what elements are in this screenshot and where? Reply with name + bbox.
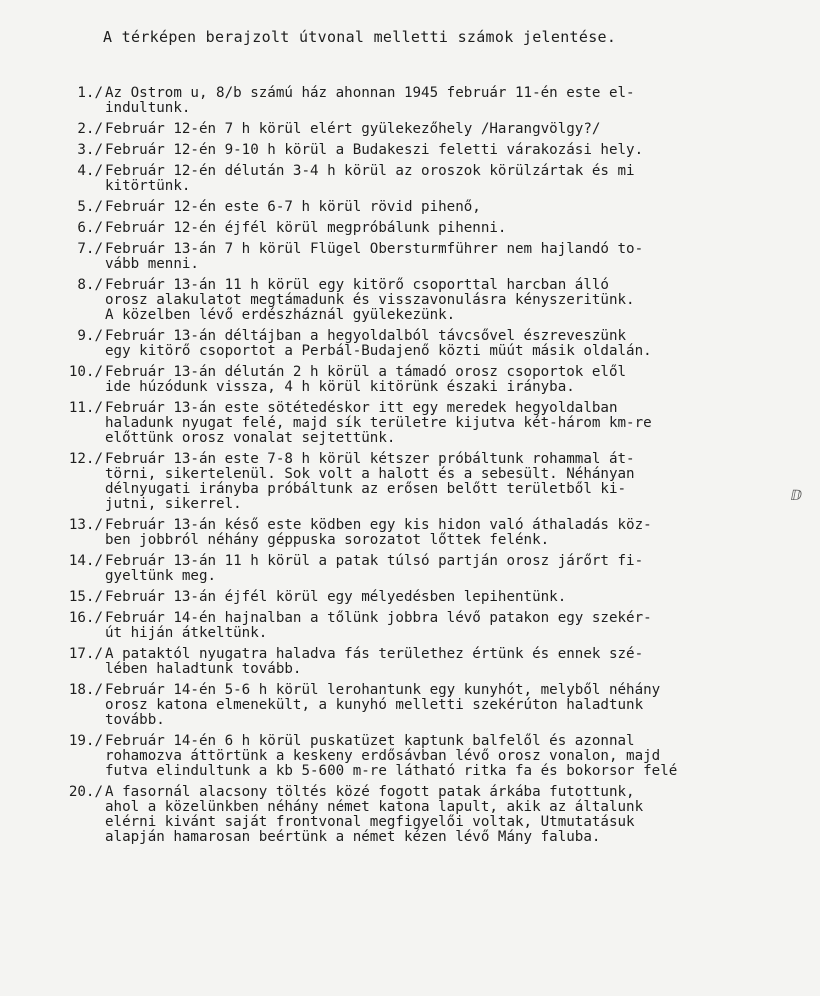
entry-line: A fasornál alacsony töltés közé fogott patak árkába futottunk,	[105, 784, 635, 800]
entry-line: kitörtünk.	[105, 178, 191, 194]
entry-number: 7./	[77, 241, 103, 257]
entry-line: egy kitörő csoportot a Perbál-Budajenő közti müút másik oldalán.	[105, 343, 652, 359]
list-item	[58, 554, 770, 584]
entry-number: 5./	[77, 199, 103, 215]
numbered-entry-list	[58, 86, 770, 851]
entry-text	[103, 221, 770, 236]
entry-line: Február 14-én 6 h körül puskatüzet kaptunk balfelől és azonnal	[105, 733, 635, 749]
entry-text	[103, 143, 770, 158]
entry-line: orosz alakulatot megtámadunk és visszavonulásra kényszeritünk.	[105, 292, 635, 308]
entry-number: 18./	[68, 682, 103, 698]
entry-text	[103, 200, 770, 215]
entry-text	[103, 452, 770, 512]
entry-line: Február 13-án 11 h körül a patak túlsó partján orosz járőrt fi-	[105, 553, 644, 569]
entry-text	[103, 242, 770, 272]
entry-line: Február 12-én 7 h körül elért gyülekezőhely /Harangvölgy?/	[105, 121, 601, 137]
entry-line: vább menni.	[105, 256, 199, 272]
list-item	[58, 329, 770, 359]
entry-line: indultunk.	[105, 100, 191, 116]
entry-line: alapján hamarosan beértünk a német kézen lévő Mány faluba.	[105, 829, 601, 845]
entry-line: Február 14-én hajnalban a tőlünk jobbra lévő patakon egy szekér-	[105, 610, 652, 626]
entry-line: Február 13-án éjfél körül egy mélyedésben lepihentünk.	[105, 589, 567, 605]
entry-number: 2./	[77, 121, 103, 137]
entry-line: orosz katona elmenekült, a kunyhó melletti szekérúton haladtunk	[105, 697, 644, 713]
entry-line: Február 13-án déltájban a hegyoldalból távcsővel észreveszünk	[105, 328, 627, 344]
entry-line: Február 12-én délután 3-4 h körül az oroszok körülzártak és mi	[105, 163, 635, 179]
entry-number: 9./	[77, 328, 103, 344]
entry-line: előttünk orosz vonalat sejtettünk.	[105, 430, 396, 446]
list-item	[58, 278, 770, 323]
entry-text	[103, 329, 770, 359]
entry-text	[103, 590, 770, 605]
list-item	[58, 143, 770, 158]
entry-text	[103, 365, 770, 395]
entry-number: 11./	[68, 400, 103, 416]
entry-text	[103, 278, 770, 323]
list-item	[58, 452, 770, 512]
entry-line: Február 13-án 11 h körül egy kitörő csoporttal harcban álló	[105, 277, 609, 293]
entry-number: 13./	[68, 517, 103, 533]
entry-line: Február 13-án este sötétedéskor itt egy meredek hegyoldalban	[105, 400, 618, 416]
list-item	[58, 401, 770, 446]
entry-line: Az Ostrom u, 8/b számú ház ahonnan 1945 február 11-én este el-	[105, 85, 635, 101]
entry-number: 16./	[68, 610, 103, 626]
list-item	[58, 683, 770, 728]
entry-number: 17./	[68, 646, 103, 662]
entry-number: 1./	[77, 85, 103, 101]
entry-text	[103, 734, 770, 779]
list-item	[58, 200, 770, 215]
entry-line: rohamozva áttörtünk a keskeny erdősávban lévő orosz vonalon, majd	[105, 748, 661, 764]
list-item	[58, 221, 770, 236]
entry-number: 19./	[68, 733, 103, 749]
list-item	[58, 365, 770, 395]
entry-number: 6./	[77, 220, 103, 236]
entry-line: A közelben lévő erdészháznál gyülekezünk.	[105, 307, 456, 323]
entry-text	[103, 518, 770, 548]
entry-number: 10./	[68, 364, 103, 380]
entry-number: 4./	[77, 163, 103, 179]
entry-number: 8./	[77, 277, 103, 293]
list-item	[58, 518, 770, 548]
list-item	[58, 785, 770, 845]
entry-line: ide húzódunk vissza, 4 h körül kitörünk északi irányba.	[105, 379, 575, 395]
entry-line: Február 12-én este 6-7 h körül rövid pihenő,	[105, 199, 481, 215]
entry-line: Február 12-én éjfél körül megpróbálunk pihenni.	[105, 220, 507, 236]
entry-number: 15./	[68, 589, 103, 605]
list-item	[58, 164, 770, 194]
entry-line: A pataktól nyugatra haladva fás területhez értünk és ennek szé-	[105, 646, 644, 662]
list-item	[58, 242, 770, 272]
entry-text	[103, 683, 770, 728]
entry-line: ahol a közelünkben néhány német katona lapult, akik az általunk	[105, 799, 644, 815]
entry-line: gyeltünk meg.	[105, 568, 217, 584]
entry-line: Február 13-án 7 h körül Flügel Obersturmführer nem hajlandó to-	[105, 241, 644, 257]
entry-text	[103, 554, 770, 584]
entry-line: törni, sikertelenül. Sok volt a halott és a sebesült. Néhányan	[105, 466, 635, 482]
list-item	[58, 734, 770, 779]
entry-line: Február 13-án késő este ködben egy kis hidon való áthaladás köz-	[105, 517, 652, 533]
entry-number: 12./	[68, 451, 103, 467]
document-title: A térképen berajzolt útvonal melletti számok jelentése.	[103, 28, 617, 46]
entry-line: délnyugati irányba próbáltunk az erősen belőtt területből ki-	[105, 481, 627, 497]
list-item	[58, 611, 770, 641]
entry-line: Február 14-én 5-6 h körül lerohantunk egy kunyhót, melyből néhány	[105, 682, 661, 698]
entry-number: 14./	[68, 553, 103, 569]
entry-text	[103, 647, 770, 677]
entry-text	[103, 122, 770, 137]
entry-line: futva elindultunk a kb 5-600 m-re látható ritka fa és bokorsor felé	[105, 763, 678, 779]
entry-line: Február 13-án délután 2 h körül a támadó orosz csoportok elől	[105, 364, 627, 380]
entry-text	[103, 86, 770, 116]
list-item	[58, 647, 770, 677]
list-item	[58, 122, 770, 137]
entry-line: út hiján átkeltünk.	[105, 625, 268, 641]
entry-number: 20./	[68, 784, 103, 800]
entry-text	[103, 164, 770, 194]
list-item	[58, 590, 770, 605]
entry-line: Február 13-án este 7-8 h körül kétszer próbáltunk rohammal át-	[105, 451, 635, 467]
entry-text	[103, 785, 770, 845]
margin-mark: ⅅ	[790, 488, 802, 504]
list-item	[58, 86, 770, 116]
entry-line: Február 12-én 9-10 h körül a Budakeszi feletti várakozási hely.	[105, 142, 644, 158]
entry-line: haladunk nyugat felé, majd sík területre kijutva két-három km-re	[105, 415, 652, 431]
entry-line: lében haladtunk tovább.	[105, 661, 302, 677]
entry-line: elérni kivánt saját frontvonal megfigyelői voltak, Utmutatásuk	[105, 814, 635, 830]
entry-number: 3./	[77, 142, 103, 158]
entry-text	[103, 611, 770, 641]
entry-line: jutni, sikerrel.	[105, 496, 242, 512]
entry-text	[103, 401, 770, 446]
entry-line: ben jobbról néhány géppuska sorozatot lőttek felénk.	[105, 532, 550, 548]
entry-line: tovább.	[105, 712, 165, 728]
